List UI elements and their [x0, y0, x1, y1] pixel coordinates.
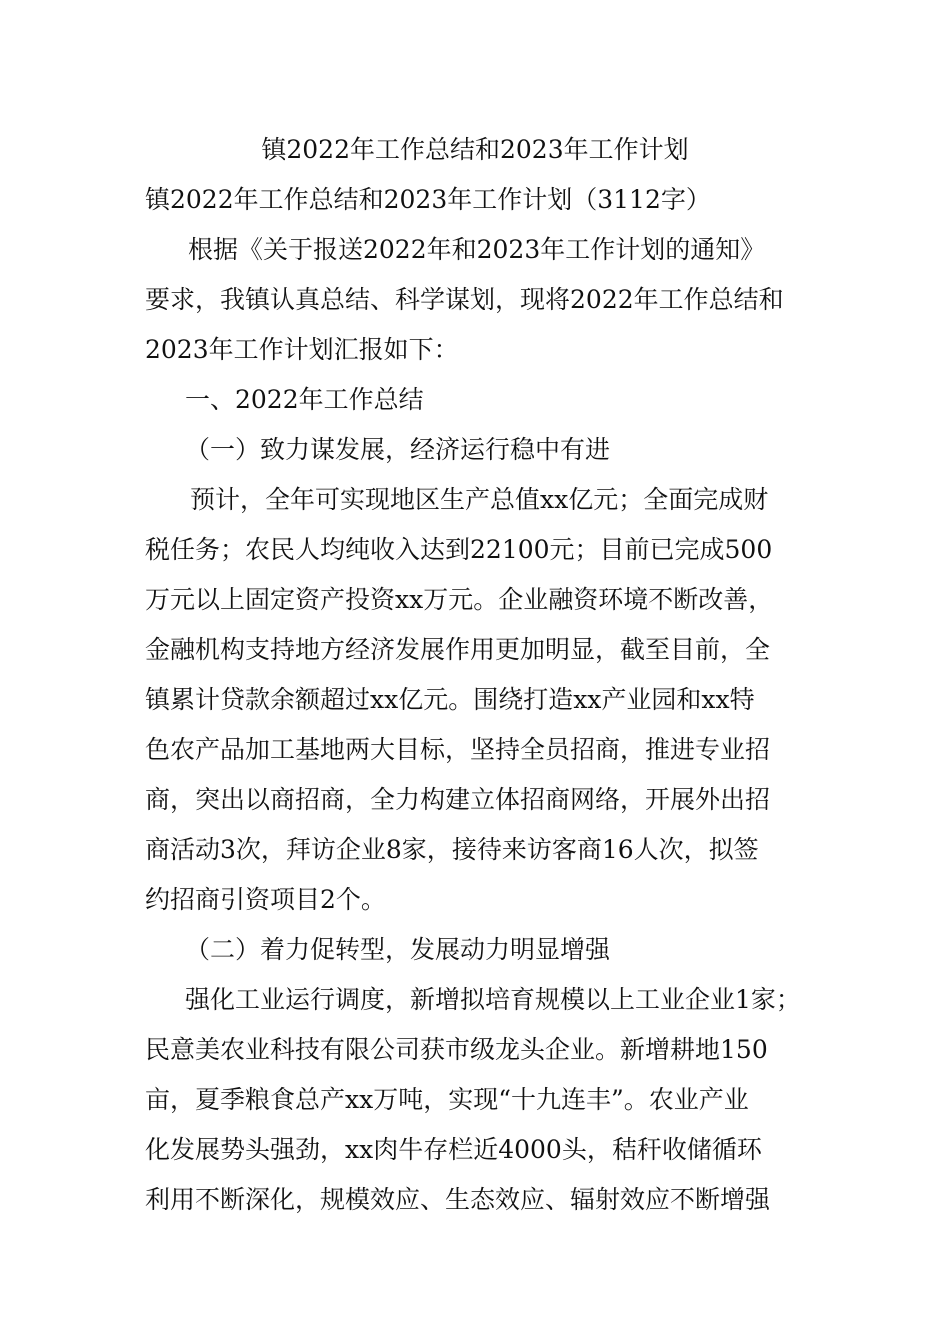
subsection-heading: （二）着力促转型，发展动力明显增强	[185, 935, 611, 964]
paragraph-line: 税任务；农民人均纯收入达到22100元；目前已完成500	[145, 535, 773, 564]
paragraph-line: 约招商引资项目2个。	[145, 885, 386, 914]
paragraph-line: 商，突出以商招商，全力构建立体招商网络，开展外出招	[145, 785, 771, 814]
paragraph-line: 亩，夏季粮食总产xx万吨，实现“十九连丰”。农业产业	[145, 1085, 749, 1114]
paragraph-line: 根据《关于报送2022年和2023年工作计划的通知》	[188, 235, 766, 264]
paragraph-line: 强化工业运行调度，新增拟培育规模以上工业企业1家；	[185, 985, 801, 1014]
paragraph-line: 民意美农业科技有限公司获市级龙头企业。新增耕地150	[145, 1035, 768, 1064]
document-subtitle: 镇2022年工作总结和2023年工作计划（3112字）	[145, 185, 711, 214]
subsection-heading: （一）致力谋发展，经济运行稳中有进	[185, 435, 611, 464]
section-heading: 一、2022年工作总结	[185, 385, 424, 414]
paragraph-line: 化发展势头强劲，xx肉牛存栏近4000头，秸秆收储循环	[145, 1135, 762, 1164]
paragraph-line: 金融机构支持地方经济发展作用更加明显，截至目前，全	[145, 635, 771, 664]
paragraph-line: 预计，全年可实现地区生产总值xx亿元；全面完成财	[190, 485, 769, 514]
paragraph-line: 镇累计贷款余额超过xx亿元。围绕打造xx产业园和xx特	[145, 685, 755, 714]
paragraph-line: 2023年工作计划汇报如下：	[145, 335, 459, 364]
paragraph-line: 利用不断深化，规模效应、生态效应、辐射效应不断增强	[145, 1185, 771, 1214]
document-title: 镇2022年工作总结和2023年工作计划	[261, 135, 689, 164]
paragraph-line: 色农产品加工基地两大目标，坚持全员招商，推进专业招	[145, 735, 771, 764]
paragraph-line: 要求，我镇认真总结、科学谋划，现将2022年工作总结和	[145, 285, 784, 314]
paragraph-line: 万元以上固定资产投资xx万元。企业融资环境不断改善，	[145, 585, 774, 614]
paragraph-line: 商活动3次，拜访企业8家，接待来访客商16人次，拟签	[145, 835, 759, 864]
